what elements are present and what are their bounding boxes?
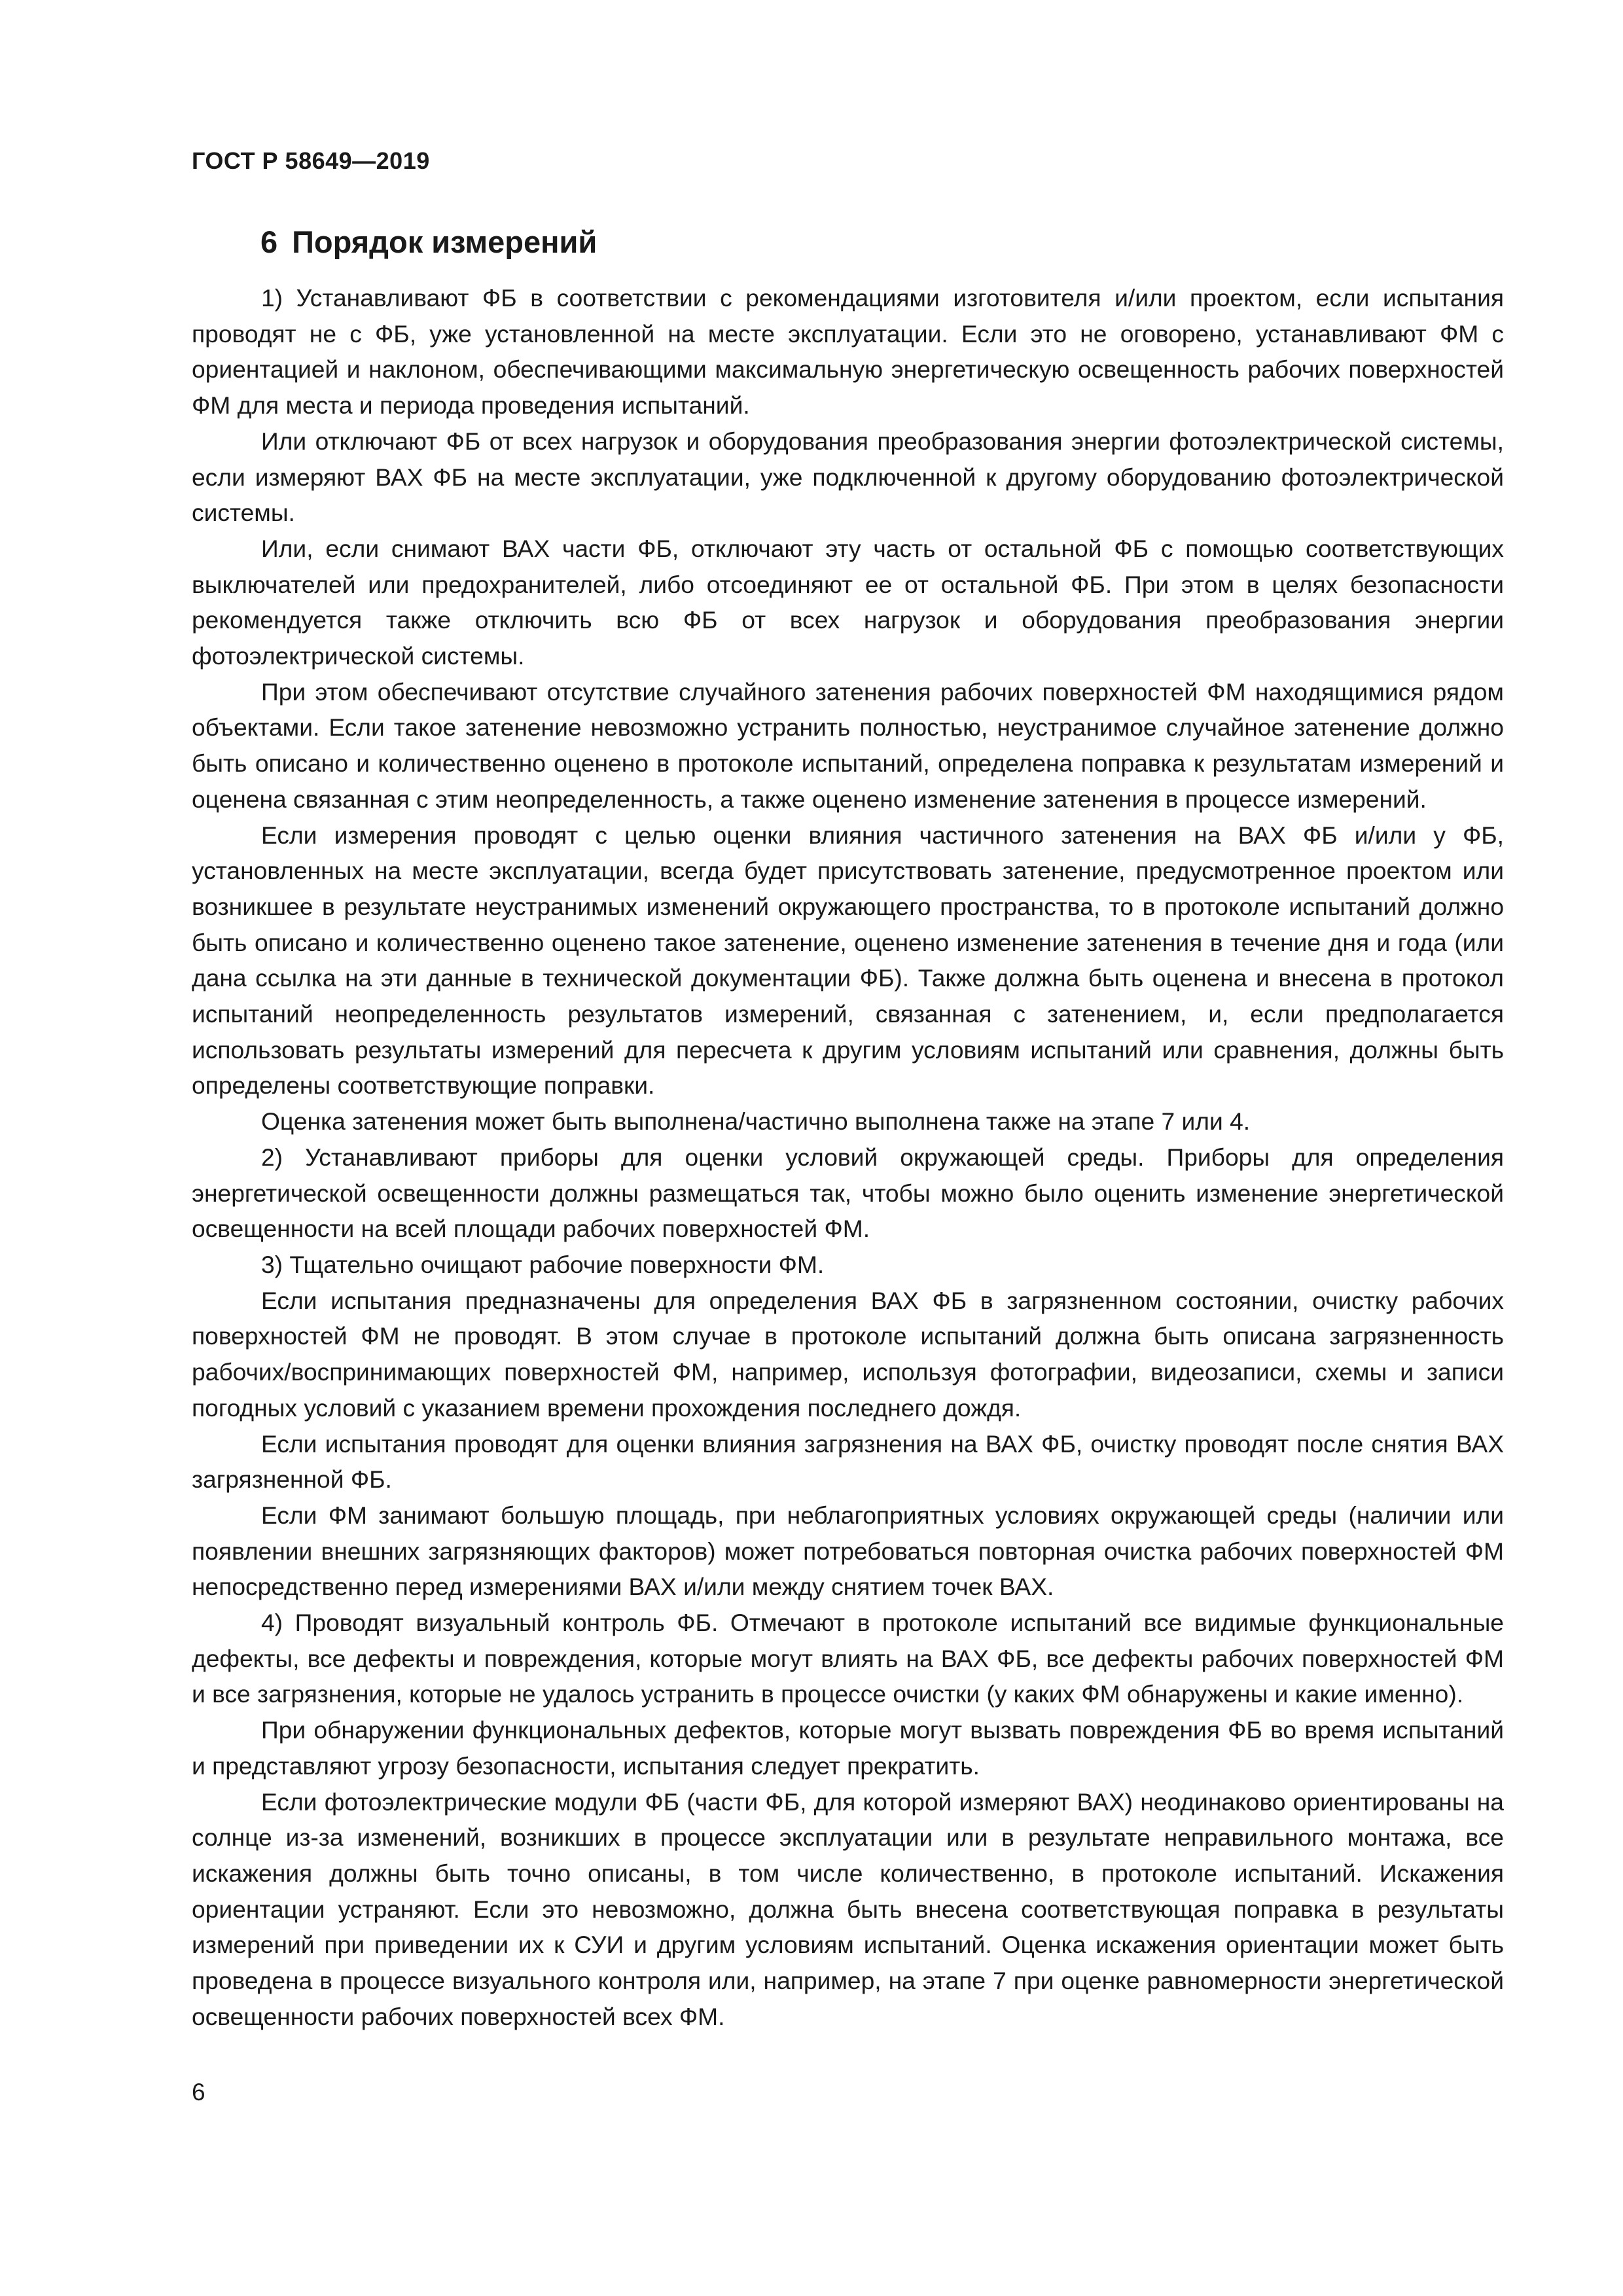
document-code: ГОСТ Р 58649—2019 [192,147,430,174]
paragraph: Или отключают ФБ от всех нагрузок и оборудования преобразования энергии фотоэлектрической системы, если измеряют ВАХ ФБ на месте эксплуатации, уже подключенной к другому оборудованию фотоэлектрической системы. [192,427,1504,527]
paragraph: При обнаружении функциональных дефектов, которые могут вызвать повреждения ФБ во время испытаний и представляют угрозу безопасности, испытания следует прекратить. [192,1716,1504,1780]
paragraph: Или, если снимают ВАХ части ФБ, отключают эту часть от остальной ФБ с помощью соответствующих выключателей или предохранителей, либо отсоединяют ее от остальной ФБ. При этом в целях безопасности рекомендуется также отключить всю ФБ от всех нагрузок и оборудования преобразования энергии фотоэлектрической системы. [192,534,1504,670]
section-body [192,280,1504,2034]
paragraph: Если испытания предназначены для определения ВАХ ФБ в загрязненном состоянии, очистку рабочих поверхностей ФМ не проводят. В этом случае в протоколе испытаний должна быть описана загрязненность рабочих/воспринимающих поверхностей ФМ, например, используя фотографии, видеозаписи, схемы и записи погодных условий с указанием времени прохождения последнего дождя. [192,1286,1504,1422]
paragraph: При этом обеспечивают отсутствие случайного затенения рабочих поверхностей ФМ находящимися рядом объектами. Если такое затенение невозможно устранить полностью, неустранимое случайное затенение должно быть описано и количественно оценено в протоколе испытаний, определена поправка к результатам измерений и оценена связанная с этим неопределенность, а также оценено изменение затенения в процессе измерений. [192,677,1504,813]
paragraph: Если испытания проводят для оценки влияния загрязнения на ВАХ ФБ, очистку проводят после снятия ВАХ загрязненной ФБ. [192,1429,1504,1494]
paragraph-step-2: 2) Устанавливают приборы для оценки условий окружающей среды. Приборы для определения энергетической освещенности должны размещаться так, чтобы можно было оценить изменение энергетической освещенности на всей площади рабочих поверхностей ФМ. [192,1143,1504,1243]
paragraph: Если ФМ занимают большую площадь, при неблагоприятных условиях окружающей среды (наличии или появлении внешних загрязняющих факторов) может потребоваться повторная очистка рабочих поверхностей ФМ непосредственно перед измерениями ВАХ и/или между снятием точек ВАХ. [192,1501,1504,1601]
section-heading [260,226,597,257]
section-title: Порядок измерений [292,224,597,259]
paragraph-step-3: 3) Тщательно очищают рабочие поверхности ФМ. [261,1250,825,1278]
paragraph: Если фотоэлектрические модули ФБ (части ФБ, для которой измеряют ВАХ) неодинаково ориентированы на солнце из-за изменений, возникших в процессе эксплуатации или в результате неправильного монтажа, все искажения должны быть точно описаны, в том числе количественно, в протоколе испытаний. Искажения ориентации устраняют. Если это невозможно, должна быть внесена соответствующая поправка в результаты измерений при приведении их к СУИ и другим условиям испытаний. Оценка искажения ориентации может быть проведена в процессе визуального контроля или, например, на этапе 7 при оценке равномерности энергетической освещенности рабочих поверхностей всех ФМ. [192,1787,1504,2030]
page-number: 6 [192,2079,205,2106]
paragraph: Если измерения проводят с целью оценки влияния частичного затенения на ВАХ ФБ и/или у ФБ, установленных на месте эксплуатации, всегда будет присутствовать затенение, предусмотренное проектом или возникшее в результате неустранимых изменений окружающего пространства, то в протоколе испытаний должно быть описано и количественно оценено такое затенение, оценено изменение затенения в течение дня и года (или дана ссылка на эти данные в технической документации ФБ). Также должна быть оценена и внесена в протокол испытаний неопределенность результатов измерений, связанная с затенением, и, если предполагается использовать результаты измерений для пересчета к другим условиям испытаний или сравнения, должны быть определены соответствующие поправки. [192,821,1504,1100]
paragraph: Оценка затенения может быть выполнена/частично выполнена также на этапе 7 или 4. [261,1107,1251,1136]
paragraph-step-1: 1) Устанавливают ФБ в соответствии с рекомендациями изготовителя и/или проектом, если испытания проводят не с ФБ, уже установленной на месте эксплуатации. Если это не оговорено, устанавливают ФМ с ориентацией и наклоном, обеспечивающими максимальную энергетическую освещенность рабочих поверхностей ФМ для места и периода проведения испытаний. [192,284,1504,420]
paragraph-step-4: 4) Проводят визуальный контроль ФБ. Отмечают в протоколе испытаний все видимые функциональные дефекты, все дефекты и повреждения, которые могут влиять на ВАХ ФБ, все дефекты рабочих поверхностей ФМ и все загрязнения, которые не удалось устранить в процессе очистки (у каких ФМ обнаружены и какие именно). [192,1609,1504,1708]
section-number: 6 [260,224,278,259]
